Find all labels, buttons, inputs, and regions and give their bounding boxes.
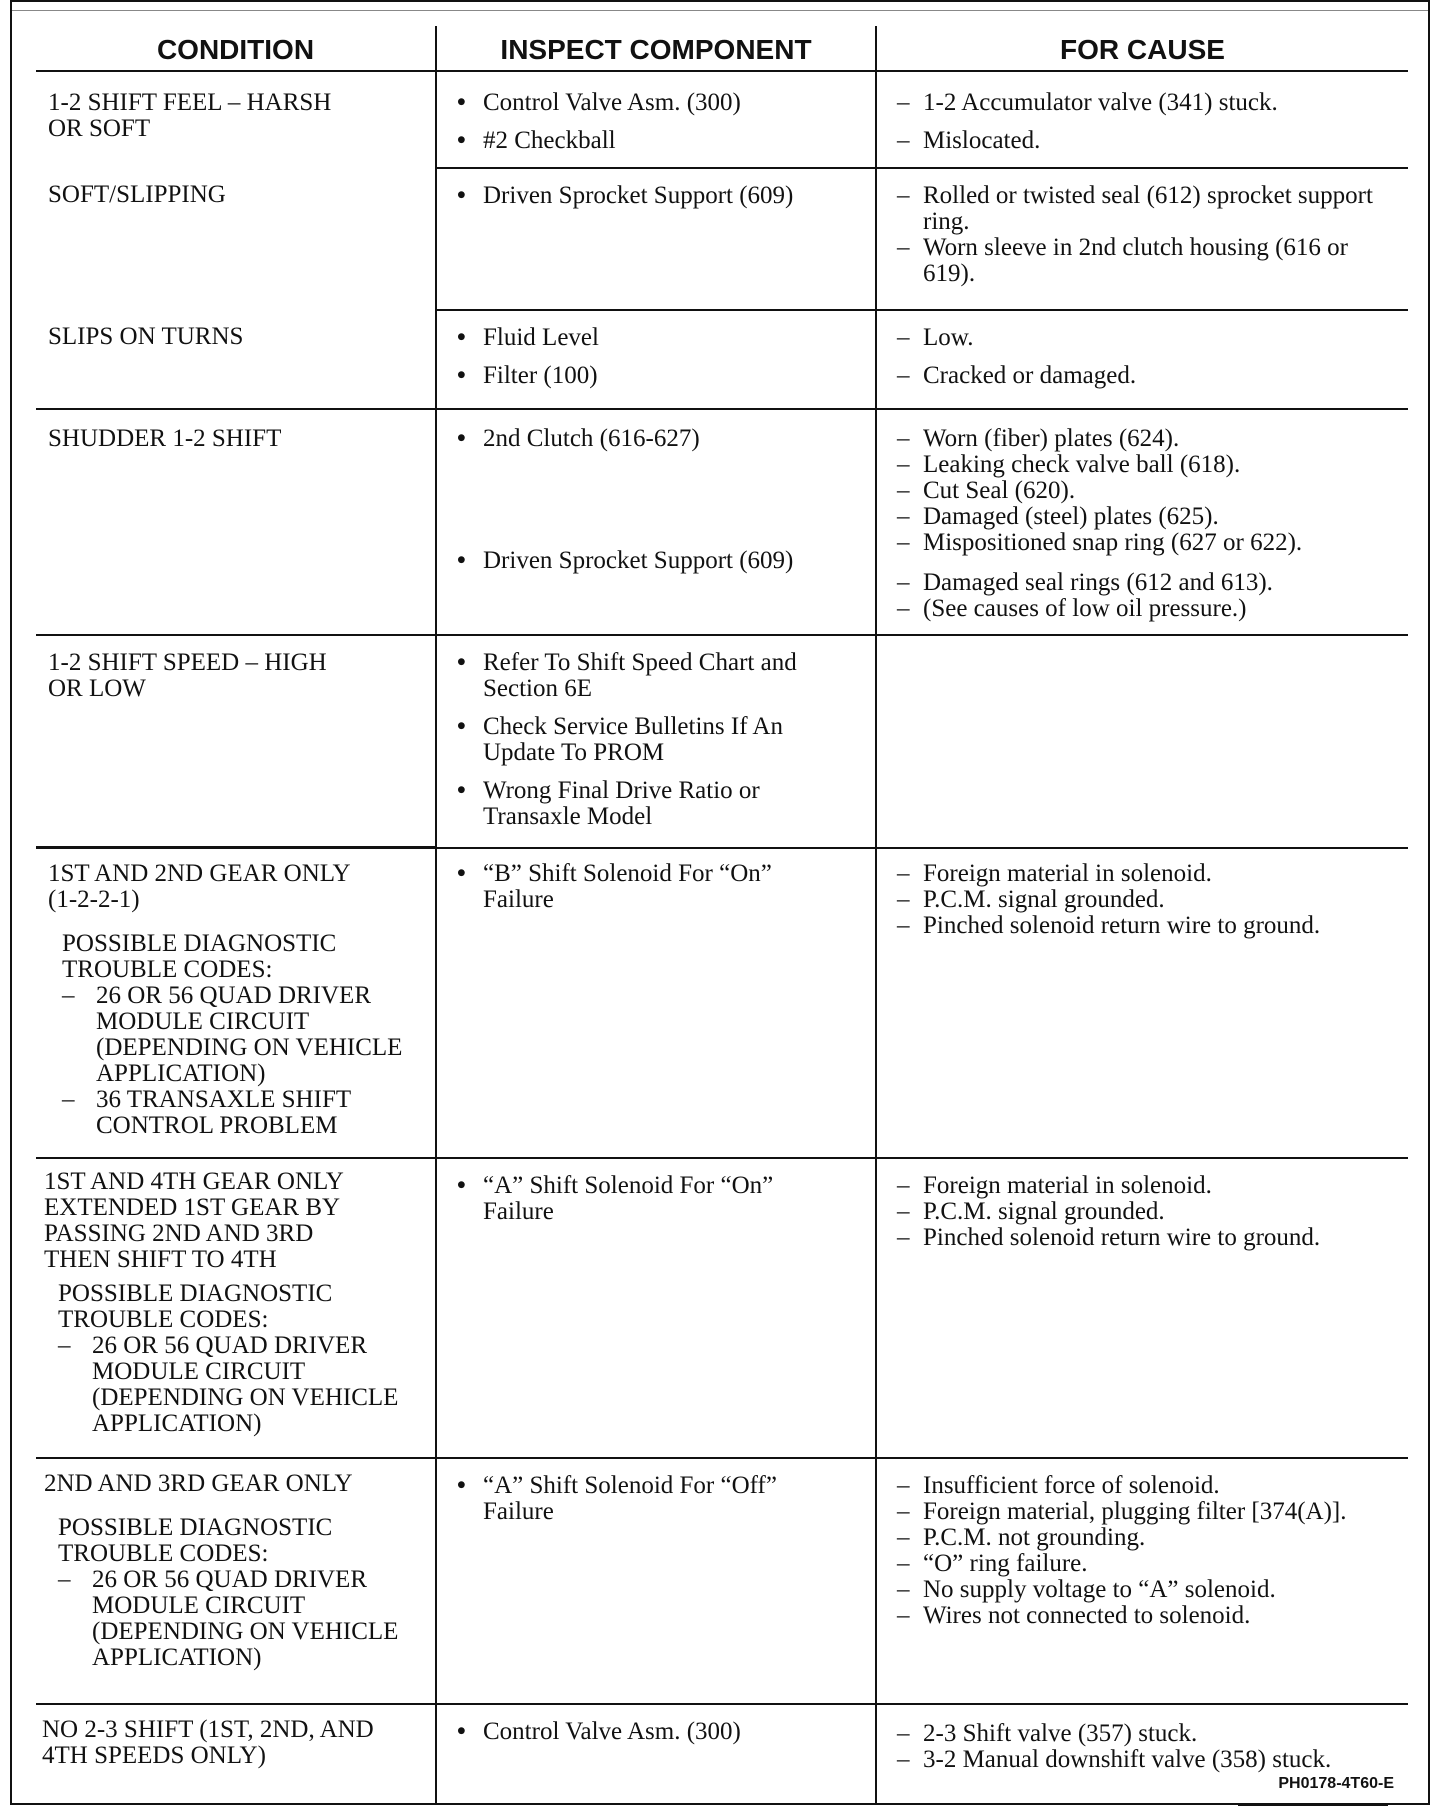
cause-item: 2-3 Shift valve (357) stuck. bbox=[923, 1720, 1198, 1747]
dash-icon: – bbox=[897, 1720, 910, 1747]
inspect-cell bbox=[436, 310, 876, 409]
header-for-cause: FOR CAUSE bbox=[876, 26, 1408, 71]
list-item bbox=[897, 1199, 1398, 1225]
list-item bbox=[897, 235, 1398, 287]
condition-cell bbox=[36, 848, 436, 1159]
cause-item: Pinched solenoid return wire to ground. bbox=[923, 911, 1321, 939]
dash-icon: – bbox=[897, 1172, 910, 1199]
inspect-cell bbox=[436, 71, 876, 168]
list-item bbox=[897, 128, 1398, 154]
condition-text: 4TH SPEEDS ONLY) bbox=[42, 1742, 266, 1769]
table-row bbox=[36, 1458, 1408, 1704]
table-row bbox=[36, 310, 1408, 409]
bullet-icon: • bbox=[457, 649, 466, 676]
list-item bbox=[897, 570, 1398, 596]
cause-item: Wires not connected to solenoid. bbox=[923, 1602, 1251, 1629]
codes-title: TROUBLE CODES: bbox=[58, 1306, 269, 1333]
list-item bbox=[457, 778, 815, 830]
list-item bbox=[897, 1551, 1398, 1577]
list-item bbox=[897, 1225, 1398, 1251]
header-row bbox=[36, 26, 1408, 71]
bullet-icon: • bbox=[457, 1472, 466, 1499]
condition-text: 1ST AND 2ND GEAR ONLY bbox=[48, 860, 351, 887]
inspect-cell bbox=[436, 1704, 876, 1805]
list-item bbox=[897, 478, 1398, 504]
bullet-icon: • bbox=[457, 89, 466, 116]
inspect-item: Wrong Final Drive Ratio or Transaxle Model bbox=[483, 777, 760, 830]
list-item bbox=[457, 426, 865, 452]
list-item bbox=[457, 1719, 865, 1745]
condition-cell bbox=[36, 310, 436, 409]
list-item bbox=[897, 90, 1398, 116]
dash-icon: – bbox=[897, 1524, 910, 1551]
codes-title: TROUBLE CODES: bbox=[62, 956, 273, 983]
table-row bbox=[36, 848, 1408, 1159]
diagnosis-table bbox=[36, 26, 1408, 1805]
condition-text: (1-2-2-1) bbox=[48, 886, 140, 913]
cause-item: Leaking check valve ball (618). bbox=[923, 451, 1241, 478]
list-item bbox=[897, 1525, 1398, 1551]
dash-icon: – bbox=[897, 182, 910, 209]
cause-item: Mislocated. bbox=[923, 127, 1041, 154]
inspect-cell bbox=[436, 635, 876, 848]
dash-icon: – bbox=[897, 1472, 910, 1499]
list-item bbox=[897, 183, 1398, 235]
list-item bbox=[897, 452, 1398, 478]
list-item bbox=[897, 426, 1398, 452]
diagnostic-codes bbox=[58, 1515, 425, 1671]
dash-icon: – bbox=[897, 1198, 910, 1225]
cause-item: Cut Seal (620). bbox=[923, 477, 1076, 504]
inspect-item: Driven Sprocket Support (609) bbox=[483, 182, 794, 209]
condition-text: EXTENDED 1ST GEAR BY bbox=[44, 1194, 341, 1221]
dash-icon: – bbox=[897, 1576, 910, 1603]
cause-item: Low. bbox=[923, 324, 974, 351]
condition-text: OR LOW bbox=[48, 675, 146, 702]
list-item bbox=[457, 714, 815, 766]
bullet-icon: • bbox=[457, 127, 466, 154]
list-item bbox=[457, 90, 865, 116]
dash-icon: – bbox=[897, 885, 910, 913]
dash-icon: – bbox=[897, 503, 910, 530]
condition-cell bbox=[36, 168, 436, 310]
bottom-rule bbox=[1238, 1803, 1388, 1806]
list-item bbox=[457, 650, 815, 702]
list-item bbox=[457, 325, 865, 351]
list-item bbox=[897, 1721, 1398, 1747]
inspect-item: Refer To Shift Speed Chart and Section 6E bbox=[483, 649, 797, 702]
cause-cell bbox=[876, 635, 1408, 848]
cause-cell bbox=[876, 168, 1408, 310]
bullet-icon: • bbox=[457, 362, 466, 389]
dash-icon: – bbox=[897, 324, 910, 351]
dash-icon: – bbox=[897, 911, 910, 939]
dash-icon: – bbox=[897, 1224, 910, 1251]
inspect-cell bbox=[436, 1158, 876, 1458]
list-item bbox=[897, 1603, 1398, 1629]
cause-item: Pinched solenoid return wire to ground. bbox=[923, 1224, 1321, 1251]
list-item bbox=[897, 861, 1398, 887]
list-item bbox=[897, 363, 1398, 389]
bullet-icon: • bbox=[457, 547, 466, 574]
cause-item: Mispositioned snap ring (627 or 622). bbox=[923, 529, 1303, 556]
condition-text: THEN SHIFT TO 4TH bbox=[44, 1246, 277, 1273]
dash-icon: – bbox=[62, 1086, 75, 1113]
cause-cell bbox=[876, 1458, 1408, 1704]
cause-item: Foreign material in solenoid. bbox=[923, 1172, 1212, 1199]
list-item bbox=[457, 548, 865, 574]
list-item bbox=[897, 1499, 1398, 1525]
inspect-cell bbox=[436, 848, 876, 1159]
cause-item: P.C.M. signal grounded. bbox=[923, 885, 1165, 913]
list-item bbox=[897, 325, 1398, 351]
bullet-icon: • bbox=[457, 859, 466, 887]
code-item: 26 OR 56 QUAD DRIVER MODULE CIRCUIT (DEPENDING ON VEHICLE APPLICATION) bbox=[92, 1332, 399, 1437]
inspect-cell bbox=[436, 1458, 876, 1704]
list-item bbox=[457, 1173, 785, 1225]
list-item bbox=[62, 983, 425, 1087]
condition-text: OR SOFT bbox=[48, 115, 151, 142]
dash-icon: – bbox=[62, 982, 75, 1009]
condition-cell bbox=[36, 635, 436, 848]
cause-item: P.C.M. signal grounded. bbox=[923, 1198, 1165, 1225]
dash-icon: – bbox=[897, 595, 910, 622]
list-item bbox=[897, 1173, 1398, 1199]
page-frame bbox=[10, 0, 1430, 1805]
cause-item: Damaged seal rings (612 and 613). bbox=[923, 569, 1273, 596]
cause-item: 3-2 Manual downshift valve (358) stuck. bbox=[923, 1746, 1332, 1773]
dash-icon: – bbox=[897, 859, 910, 887]
dash-icon: – bbox=[897, 1550, 910, 1577]
list-item bbox=[897, 1747, 1398, 1773]
cause-cell bbox=[876, 310, 1408, 409]
codes-title: POSSIBLE DIAGNOSTIC bbox=[58, 1280, 333, 1307]
list-item bbox=[897, 887, 1398, 913]
list-item bbox=[457, 183, 865, 209]
cause-item: Insufficient force of solenoid. bbox=[923, 1472, 1220, 1499]
cause-item: P.C.M. not grounding. bbox=[923, 1524, 1146, 1551]
table-row bbox=[36, 71, 1408, 168]
table-row bbox=[36, 168, 1408, 310]
condition-text: 1ST AND 4TH GEAR ONLY bbox=[44, 1168, 344, 1195]
condition-text: SHUDDER 1-2 SHIFT bbox=[48, 425, 282, 452]
cause-item: Rolled or twisted seal (612) sprocket support ring. bbox=[923, 182, 1373, 235]
list-item bbox=[457, 128, 865, 154]
code-item: 36 TRANSAXLE SHIFT CONTROL PROBLEM bbox=[96, 1086, 351, 1139]
cause-item: No supply voltage to “A” solenoid. bbox=[923, 1576, 1276, 1603]
dash-icon: – bbox=[897, 127, 910, 154]
condition-text: 2ND AND 3RD GEAR ONLY bbox=[44, 1470, 353, 1497]
inspect-item: “B” Shift Solenoid For “On” Failure bbox=[483, 859, 772, 913]
list-item bbox=[897, 1473, 1398, 1499]
bullet-icon: • bbox=[457, 324, 466, 351]
list-item bbox=[897, 504, 1398, 530]
cause-item: Cracked or damaged. bbox=[923, 362, 1137, 389]
dash-icon: – bbox=[897, 451, 910, 478]
dash-icon: – bbox=[897, 89, 910, 116]
dash-icon: – bbox=[58, 1332, 71, 1359]
bullet-icon: • bbox=[457, 425, 466, 452]
cause-item: Worn (fiber) plates (624). bbox=[923, 425, 1180, 452]
inspect-cell bbox=[436, 409, 876, 635]
top-rule bbox=[12, 10, 1428, 11]
dash-icon: – bbox=[897, 529, 910, 556]
cause-cell bbox=[876, 409, 1408, 635]
inspect-item: Control Valve Asm. (300) bbox=[483, 89, 741, 116]
condition-cell bbox=[36, 1158, 436, 1458]
inspect-item: Check Service Bulletins If An Update To PROM bbox=[483, 713, 783, 766]
list-item bbox=[897, 1577, 1398, 1603]
list-item bbox=[457, 861, 785, 913]
list-item bbox=[457, 363, 865, 389]
dash-icon: – bbox=[897, 1602, 910, 1629]
dash-icon: – bbox=[897, 1746, 910, 1773]
inspect-item: Driven Sprocket Support (609) bbox=[483, 547, 794, 574]
condition-text: 1-2 SHIFT FEEL – HARSH bbox=[48, 89, 332, 116]
codes-title: TROUBLE CODES: bbox=[58, 1540, 269, 1567]
table-row bbox=[36, 635, 1408, 848]
bullet-icon: • bbox=[457, 713, 466, 740]
inspect-cell bbox=[436, 168, 876, 310]
bullet-icon: • bbox=[457, 1172, 466, 1199]
inspect-item: “A” Shift Solenoid For “Off” Failure bbox=[483, 1472, 777, 1525]
diagnostic-codes bbox=[58, 1281, 425, 1437]
condition-cell bbox=[36, 409, 436, 635]
bullet-icon: • bbox=[457, 182, 466, 209]
header-condition: CONDITION bbox=[36, 26, 436, 71]
dash-icon: – bbox=[897, 425, 910, 452]
cause-cell bbox=[876, 848, 1408, 1159]
cause-item: Foreign material, plugging filter [374(A)]. bbox=[923, 1498, 1347, 1525]
list-item bbox=[58, 1333, 425, 1437]
inspect-item: “A” Shift Solenoid For “On” Failure bbox=[483, 1172, 774, 1225]
cause-item: (See causes of low oil pressure.) bbox=[923, 595, 1247, 622]
cause-item: “O” ring failure. bbox=[923, 1550, 1088, 1577]
list-item bbox=[897, 530, 1398, 556]
list-item bbox=[62, 1087, 425, 1139]
cause-cell bbox=[876, 71, 1408, 168]
cause-item: Foreign material in solenoid. bbox=[923, 859, 1212, 887]
inspect-item: Control Valve Asm. (300) bbox=[483, 1718, 741, 1745]
inspect-item: 2nd Clutch (616-627) bbox=[483, 425, 700, 452]
dash-icon: – bbox=[897, 477, 910, 504]
table-row bbox=[36, 409, 1408, 635]
table-row bbox=[36, 1158, 1408, 1458]
code-item: 26 OR 56 QUAD DRIVER MODULE CIRCUIT (DEPENDING ON VEHICLE APPLICATION) bbox=[92, 1566, 399, 1671]
cause-item: 1-2 Accumulator valve (341) stuck. bbox=[923, 89, 1278, 116]
condition-text: SOFT/SLIPPING bbox=[48, 181, 226, 208]
condition-text: SLIPS ON TURNS bbox=[48, 323, 244, 350]
header-inspect-component: INSPECT COMPONENT bbox=[436, 26, 876, 71]
code-item: 26 OR 56 QUAD DRIVER MODULE CIRCUIT (DEPENDING ON VEHICLE APPLICATION) bbox=[96, 982, 403, 1087]
cause-item: Worn sleeve in 2nd clutch housing (616 or 619). bbox=[923, 234, 1348, 287]
condition-cell bbox=[36, 71, 436, 168]
inspect-item: #2 Checkball bbox=[483, 127, 616, 154]
dash-icon: – bbox=[897, 234, 910, 261]
dash-icon: – bbox=[58, 1566, 71, 1593]
dash-icon: – bbox=[897, 1498, 910, 1525]
condition-cell bbox=[36, 1704, 436, 1805]
cause-cell bbox=[876, 1158, 1408, 1458]
list-item bbox=[457, 1473, 785, 1525]
list-item bbox=[897, 913, 1398, 939]
table-row bbox=[36, 1704, 1408, 1805]
figure-code: PH0178-4T60-E bbox=[1278, 1775, 1394, 1792]
cause-item: Damaged (steel) plates (625). bbox=[923, 503, 1219, 530]
bullet-icon: • bbox=[457, 777, 466, 804]
condition-text: PASSING 2ND AND 3RD bbox=[44, 1220, 314, 1247]
condition-text: 1-2 SHIFT SPEED – HIGH bbox=[48, 649, 327, 676]
inspect-item: Filter (100) bbox=[483, 362, 598, 389]
condition-cell bbox=[36, 1458, 436, 1704]
list-item bbox=[58, 1567, 425, 1671]
condition-text: NO 2-3 SHIFT (1ST, 2ND, AND bbox=[42, 1716, 374, 1743]
dash-icon: – bbox=[897, 362, 910, 389]
inspect-item: Fluid Level bbox=[483, 324, 599, 351]
dash-icon: – bbox=[897, 569, 910, 596]
list-item bbox=[897, 596, 1398, 622]
bullet-icon: • bbox=[457, 1718, 466, 1745]
codes-title: POSSIBLE DIAGNOSTIC bbox=[58, 1514, 333, 1541]
diagnostic-codes bbox=[62, 931, 425, 1139]
codes-title: POSSIBLE DIAGNOSTIC bbox=[62, 930, 337, 957]
